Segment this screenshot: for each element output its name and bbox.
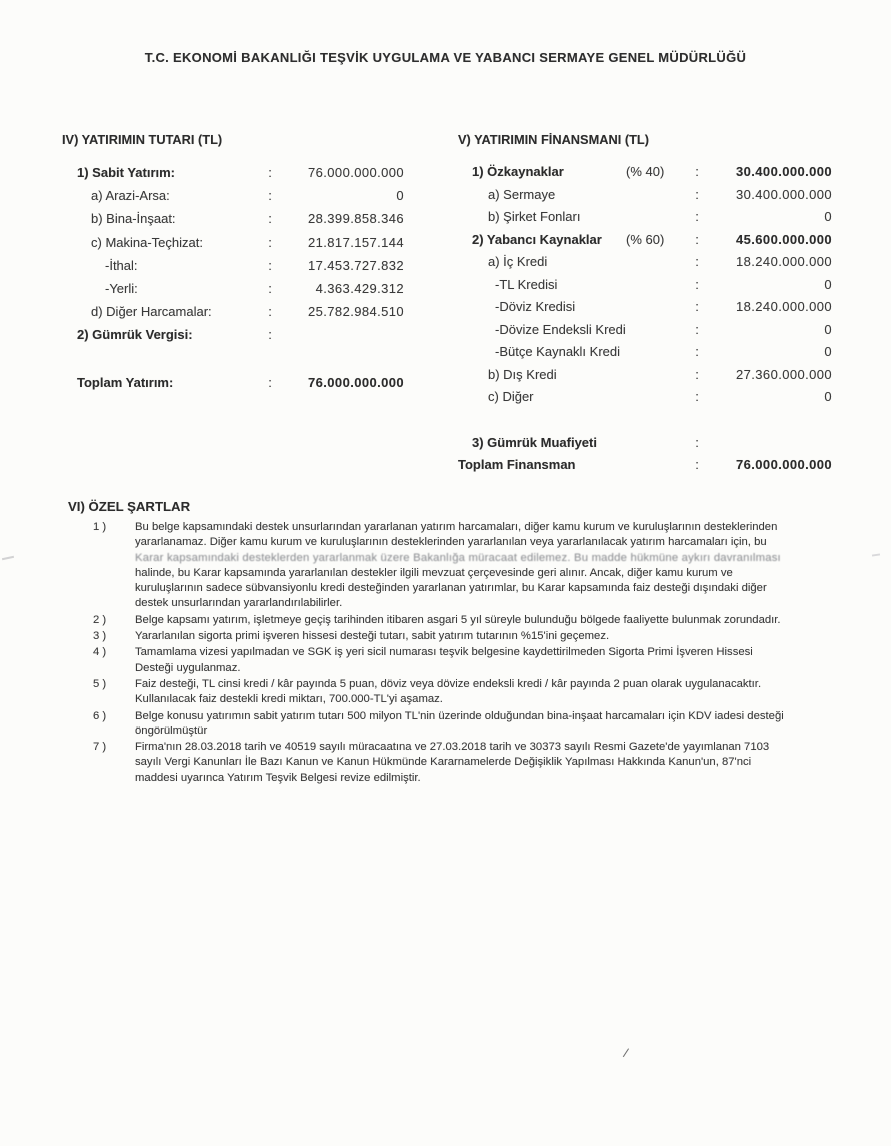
scan-artifact-right-dash [872,553,880,556]
section-investment-amount [62,132,404,394]
condition-line: yararlanamaz. Diğer kamu kurum ve kuruluşlarının desteklerinden yararlanılan veya yararlanılacak yatırım harcamaları için, bu [135,536,767,549]
condition-line: Tamamlama vizesi yapılmadan ve SGK iş yeri sicil numarası teşvik belgesine kaydettirilmeden Sigorta Primi İşveren Hissesi [135,646,753,659]
row-label: d) Diğer Harcamalar: [91,304,212,320]
row-value: 0 [396,188,404,204]
table-row [458,341,832,364]
row-label: b) Bina-İnşaat: [91,211,176,227]
row-colon: : [268,257,272,273]
row-value: 30.400.000.000 [736,164,832,179]
table-row [458,364,832,387]
scan-artifact-slash: / [623,1045,629,1061]
condition-item [68,629,862,644]
condition-number: 7 ) [93,741,107,754]
row-value: 76.000.000.000 [308,165,404,180]
section-financing [458,132,832,477]
row-label: c) Diğer [488,389,534,404]
row-label: 3) Gümrük Muafiyeti [472,434,597,450]
condition-text [135,645,862,676]
row-colon: : [695,276,699,292]
row-label: b) Şirket Fonları [488,209,581,224]
row-label: 1) Özkaynaklar [472,164,564,179]
table-row [62,207,404,230]
table-row [62,254,404,277]
row-colon: : [268,281,272,297]
row-label: 1) Sabit Yatırım: [77,165,176,180]
row-colon: : [695,389,699,404]
row-value: 18.240.000.000 [736,299,832,314]
table-row [62,161,404,184]
row-label: a) Arazi-Arsa: [91,188,170,204]
row-value: 0 [824,209,832,224]
row-label: b) Dış Kredi [488,366,557,382]
row-colon: : [268,327,272,343]
condition-item [68,520,862,612]
row-label: -Bütçe Kaynaklı Kredi [495,344,621,359]
condition-line: sayılı Vergi Kanunları İle Bazı Kanun ve Kanun Hükmünde Kararnamelerde Değişiklik Yapılması Hakkında Kanun'un, 87'nci [135,756,752,769]
section-heading-financing: V) YATIRIMIN FİNANSMANI (TL) [458,132,649,147]
row-label: -İthal: [105,257,138,273]
table-row [62,300,404,323]
condition-text [135,520,862,612]
row-label: a) İç Kredi [488,254,548,269]
scan-artifact-left-dash [2,556,14,560]
row-colon: : [695,209,699,224]
condition-line: Faiz desteği, TL cinsi kredi / kâr payında 5 puan, döviz veya dövize endeksli kredi / kâr payında 2 puan olarak uygulanacaktır. [135,677,762,690]
row-value: 0 [824,389,832,404]
row-label: 2) Yabancı Kaynaklar [472,231,602,247]
row-label: -Dövize Endeksli Kredi [495,321,626,337]
row-value: 18.240.000.000 [736,254,832,269]
row-label: 2) Gümrük Vergisi: [77,327,193,343]
condition-line: maddesi uyarınca Yatırım Teşvik Belgesi revize edilmiştir. [135,771,421,784]
condition-number: 1 ) [93,521,107,533]
row-label: c) Makina-Teçhizat: [91,234,203,250]
condition-line: destek unsurlarından yararlandırılabilirler. [135,597,343,610]
condition-text [135,613,862,628]
row-value: 0 [824,276,832,292]
row-value: 45.600.000.000 [736,231,832,247]
section-heading-investment-amount: IV) YATIRIMIN TUTARI (TL) [62,132,223,147]
condition-line: Belge kapsamı yatırım, işletmeye geçiş tarihinden itibaren asgari 5 yıl süreyle bulunduğu bölgede faaliyette bulunmak zorundadır. [135,613,781,626]
row-colon: : [268,188,272,204]
row-value: 21.817.157.144 [308,234,404,250]
table-row [62,277,404,300]
row-label: Toplam Yatırım: [77,374,174,390]
row-colon: : [695,186,699,202]
row-value: 76.000.000.000 [308,374,404,390]
condition-text [135,629,862,644]
condition-line: Kullanılacak faiz destekli kredi miktarı, 700.000-TL'yi aşamaz. [135,693,443,706]
row-label: Toplam Finansman [458,457,576,472]
condition-line-faded: Karar kapsamındaki desteklerden yararlanmak üzere Bakanlığa müracaat edilemez. Bu madde hükmüne aykırı davranılması [135,551,781,564]
table-row [62,323,404,346]
table-row [62,184,404,207]
condition-number: 6 ) [93,709,107,722]
row-colon: : [268,165,272,180]
condition-item [68,613,862,628]
row-colon: : [268,211,272,227]
condition-number: 4 ) [93,646,107,659]
table-row [458,251,832,274]
condition-line: kuruluşlarının sadece sübvansiyonlu kredi desteğinden yararlanan yatırımlar, bu Karar kapsamında faiz desteği dışındaki diğer [135,582,767,595]
condition-number: 2 ) [93,613,107,626]
condition-text [135,709,862,740]
row-value: 4.363.429.312 [315,281,404,297]
condition-text [135,677,862,708]
condition-line: halinde, bu Karar kapsamında yararlanılan destekler ilgili mevzuat çerçevesinde geri alınır. Ancak, diğer kamu kurum ve [135,566,733,579]
table-row [458,454,832,477]
row-colon: : [695,366,699,382]
row-colon: : [695,299,699,314]
row-colon: : [695,344,699,359]
table-row [458,296,832,319]
row-value: 27.360.000.000 [736,366,832,382]
row-label: a) Sermaye [488,186,556,202]
row-label: -Döviz Kredisi [495,299,576,314]
condition-number: 3 ) [93,630,107,643]
row-colon: : [268,304,272,320]
row-value: 0 [824,321,832,337]
table-row [62,231,404,254]
row-value: 30.400.000.000 [736,186,832,202]
financing-table [458,161,832,477]
table-row [458,432,832,455]
table-row [458,319,832,342]
condition-item [68,740,862,786]
row-colon: : [695,457,699,472]
row-value: 76.000.000.000 [736,457,832,472]
condition-item [68,709,862,740]
row-value: 0 [824,344,832,359]
row-label: -TL Kredisi [495,276,558,292]
table-row [458,206,832,229]
table-row [458,386,832,409]
condition-line: Desteği uygulanmaz. [135,661,241,674]
table-row [458,229,832,252]
section-special-conditions [68,499,862,787]
row-colon: : [268,374,272,390]
row-percentage: (% 40) [626,164,665,179]
condition-text [135,740,862,786]
row-value: 17.453.727.832 [308,257,404,273]
row-colon: : [695,321,699,337]
condition-item [68,677,862,708]
condition-number: 5 ) [93,677,107,690]
section-heading-special-conditions: VI) ÖZEL ŞARTLAR [68,499,191,514]
row-colon: : [695,434,699,450]
row-percentage: (% 60) [626,231,665,247]
row-label: -Yerli: [105,281,138,297]
table-row [458,184,832,207]
condition-line: Firma'nın 28.03.2018 tarih ve 40519 sayılı müracaatına ve 27.03.2018 tarih ve 30373 sayılı Resmi Gazete'de yayımlanan 7103 [135,741,770,754]
condition-line: Belge konusu yatırımın sabit yatırım tutarı 500 milyon TL'nin üzerinde olduğundan bina-inşaat harcamaları için KDV iadesi desteği [135,709,784,722]
table-row [458,274,832,297]
row-colon: : [695,164,699,179]
table-row [62,371,404,394]
table-row [458,161,832,184]
special-conditions-list [68,520,862,786]
row-colon: : [695,254,699,269]
condition-line: Bu belge kapsamındaki destek unsurlarından yararlanan yatırım harcamaları, diğer kamu kurum ve kuruluşlarının desteklerinden [135,521,778,533]
condition-item [68,645,862,676]
row-value: 28.399.858.346 [308,211,404,227]
row-colon: : [695,231,699,247]
investment-amount-table [62,161,404,394]
row-colon: : [268,234,272,250]
document-title: T.C. EKONOMİ BAKANLIĞI TEŞVİK UYGULAMA VE YABANCI SERMAYE GENEL MÜDÜRLÜĞÜ [144,50,747,65]
condition-line: Yararlanılan sigorta primi işveren hissesi desteği tutarı, sabit yatırım tutarının %15'ini geçemez. [135,630,610,643]
row-value: 25.782.984.510 [308,304,404,320]
condition-line: öngörülmüştür [135,724,208,737]
